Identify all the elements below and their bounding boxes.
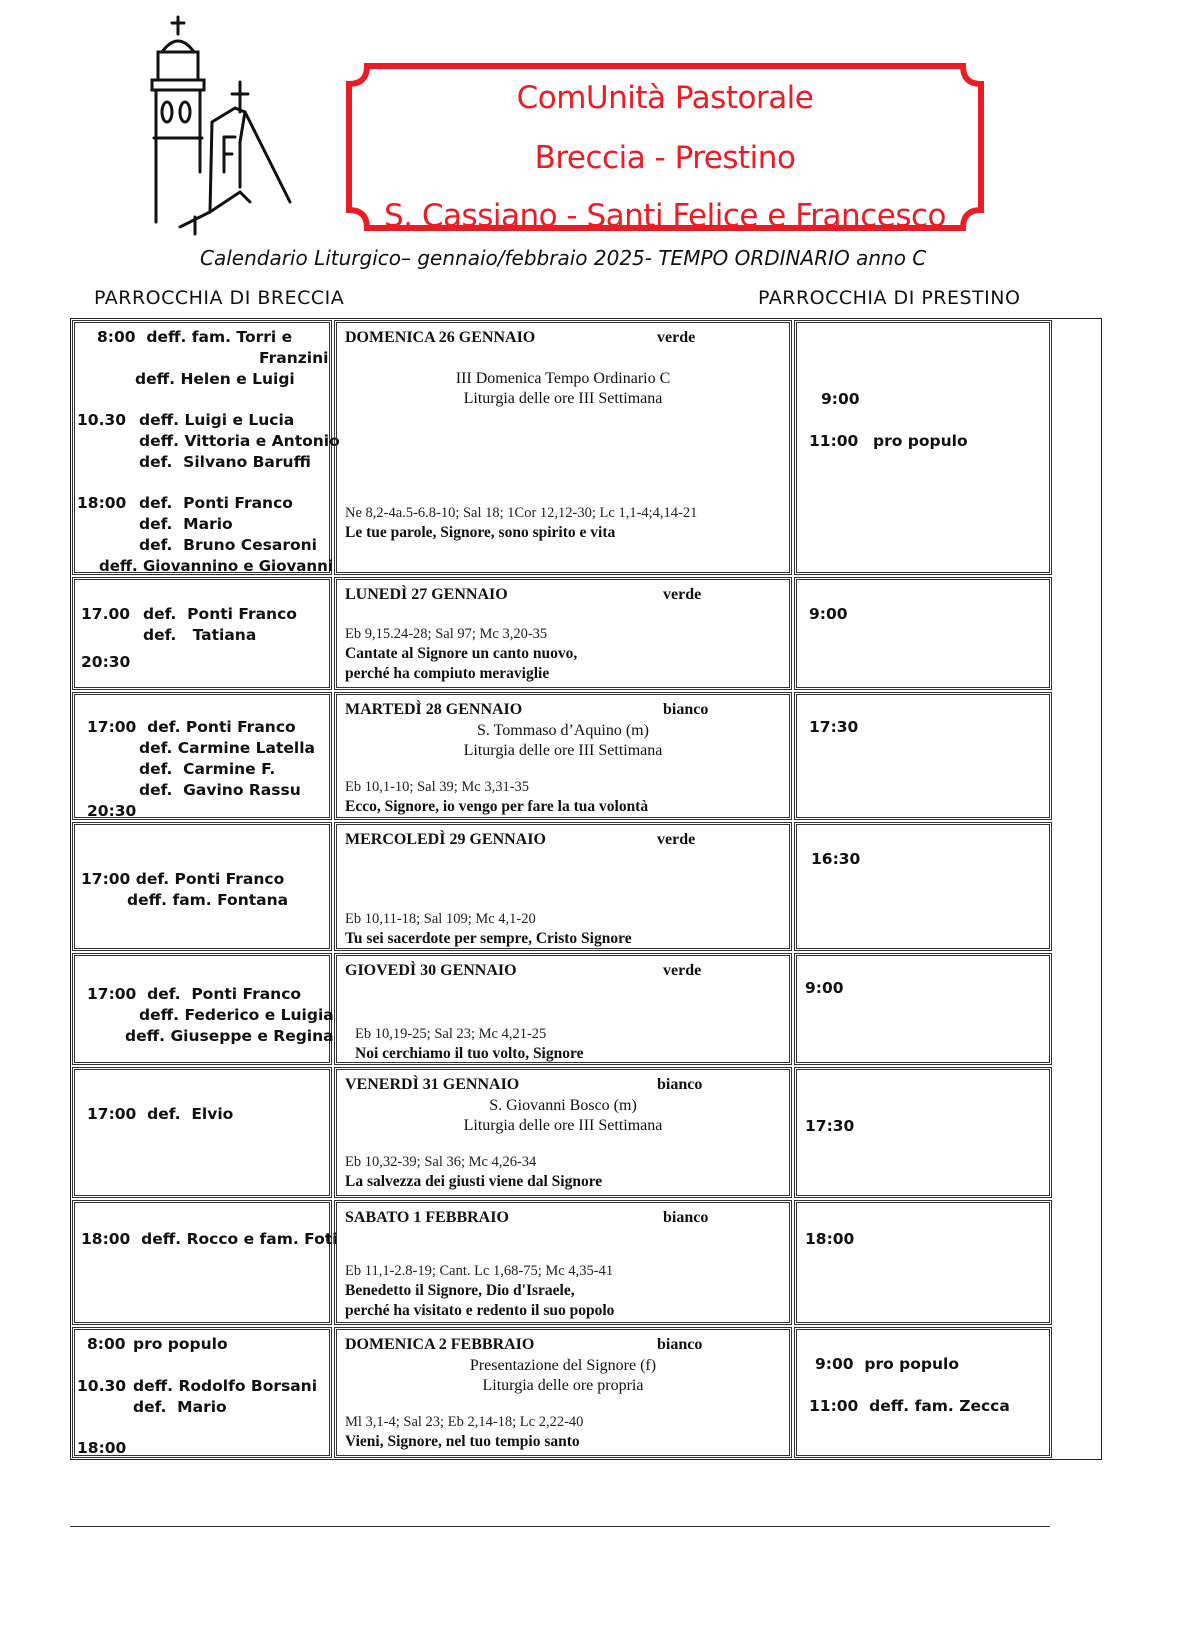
- mass-entry: def. Carmine Latella: [139, 739, 316, 757]
- mass-entry: deff. Federico e Luigia: [139, 1006, 334, 1024]
- antiphon: Noi cerchiamo il tuo volto, Signore: [355, 1045, 584, 1062]
- day-row: [71, 691, 1101, 821]
- community-title: [345, 62, 985, 232]
- mass-time: 20:30: [81, 653, 131, 671]
- liturgy-info: [334, 822, 792, 951]
- mass-time: 18:00: [805, 1230, 855, 1248]
- celebration: Liturgia delle ore III Settimana: [463, 390, 663, 407]
- breccia-masses: [72, 1200, 338, 1325]
- mass-entry: 11:00 deff. fam. Zecca: [809, 1397, 1010, 1415]
- liturgy-info: [334, 577, 792, 690]
- mass-time: 9:00: [805, 979, 844, 997]
- mass-entry: deff. Helen e Luigi: [135, 370, 295, 388]
- mass-time: 11:00: [809, 432, 859, 450]
- mass-time: 9:00: [821, 390, 860, 408]
- liturgical-color: verde: [663, 586, 702, 603]
- mass-time: 16:30: [811, 850, 861, 868]
- readings: Eb 9,15.24-28; Sal 97; Mc 3,20-35: [345, 626, 548, 642]
- mass-time: 10.30: [77, 411, 127, 429]
- celebration: Liturgia delle ore propria: [482, 1377, 644, 1394]
- mass-time: 20:30: [87, 802, 137, 820]
- prestino-masses: [794, 953, 1052, 1065]
- liturgical-color: bianco: [663, 1209, 709, 1226]
- celebration: Liturgia delle ore III Settimana: [463, 1117, 663, 1134]
- readings: Eb 10,11-18; Sal 109; Mc 4,1-20: [345, 911, 536, 927]
- mass-entry: def. Silvano Baruffi: [139, 453, 311, 471]
- prestino-masses: [794, 822, 1052, 951]
- mass-entry: def. Ponti Franco: [139, 494, 293, 512]
- prestino-masses: [794, 1067, 1052, 1198]
- mass-entry: pro populo: [873, 432, 968, 450]
- antiphon: Vieni, Signore, nel tuo tempio santo: [345, 1433, 580, 1450]
- readings: Eb 10,32-39; Sal 36; Mc 4,26-34: [345, 1154, 537, 1170]
- liturgy-info: [334, 953, 792, 1065]
- celebration: Liturgia delle ore III Settimana: [463, 742, 663, 759]
- mass-entry: deff. Rodolfo Borsani: [133, 1377, 318, 1395]
- mass-entry: def. Tatiana: [143, 626, 257, 644]
- day-title: DOMENICA 26 GENNAIO: [345, 329, 536, 346]
- footer-divider: [70, 1526, 1050, 1527]
- mass-entry: def. Gavino Rassu: [139, 781, 301, 799]
- liturgy-info: [334, 1067, 792, 1198]
- antiphon: Ecco, Signore, io vengo per fare la tua volontà: [345, 798, 649, 815]
- mass-time: 9:00: [809, 605, 848, 623]
- antiphon: Cantate al Signore un canto nuovo,: [345, 645, 578, 662]
- celebration: S. Giovanni Bosco (m): [489, 1097, 637, 1114]
- readings: Eb 10,19-25; Sal 23; Mc 4,21-25: [355, 1026, 547, 1042]
- day-title: LUNEDÌ 27 GENNAIO: [345, 586, 508, 603]
- antiphon: Tu sei sacerdote per sempre, Cristo Signore: [345, 930, 632, 947]
- liturgical-color: bianco: [657, 1336, 703, 1353]
- day-title: GIOVEDÌ 30 GENNAIO: [345, 962, 517, 979]
- mass-time: 17.00: [81, 605, 131, 623]
- mass-entry: 18:00 deff. Rocco e fam. Foti: [81, 1230, 338, 1248]
- breccia-masses: [72, 692, 332, 820]
- liturgy-info: [334, 692, 792, 820]
- antiphon: La salvezza dei giusti viene dal Signore: [345, 1173, 603, 1190]
- mass-time: 17:30: [805, 1117, 855, 1135]
- liturgical-color: verde: [663, 962, 702, 979]
- antiphon: Le tue parole, Signore, sono spirito e vita: [345, 524, 616, 541]
- liturgical-calendar-table: [70, 318, 1102, 1460]
- day-title: VENERDÌ 31 GENNAIO: [345, 1076, 520, 1093]
- prestino-masses: [794, 1327, 1052, 1458]
- celebration: S. Tommaso d’Aquino (m): [477, 722, 649, 739]
- antiphon: Benedetto il Signore, Dio d'Israele,: [345, 1282, 575, 1299]
- readings: Ne 8,2-4a.5-6.8-10; Sal 18; 1Cor 12,12-30; Lc 1,1-4;4,14-21: [345, 505, 698, 521]
- mass-entry: deff. fam. Fontana: [127, 891, 289, 909]
- celebration: III Domenica Tempo Ordinario C: [455, 370, 671, 387]
- mass-entry: deff. Vittoria e Antonio: [139, 432, 340, 450]
- liturgy-info: [334, 320, 792, 575]
- day-title: MARTEDÌ 28 GENNAIO: [345, 701, 523, 718]
- mass-entry: def. Mario: [139, 515, 233, 533]
- mass-time: 10.30: [77, 1377, 127, 1395]
- mass-time: 18:00: [77, 1439, 127, 1457]
- prestino-masses: [794, 320, 1052, 575]
- day-row: [71, 319, 1101, 576]
- day-row: [71, 1326, 1101, 1459]
- liturgy-info: [334, 1200, 792, 1325]
- mass-entry: 9:00 pro populo: [815, 1355, 959, 1373]
- liturgical-color: bianco: [657, 1076, 703, 1093]
- readings: Ml 3,1-4; Sal 23; Eb 2,14-18; Lc 2,22-40: [345, 1414, 584, 1430]
- mass-entry: 8:00 deff. fam. Torri e: [97, 328, 293, 346]
- mass-entry: def. Bruno Cesaroni: [139, 536, 317, 554]
- breccia-masses: [72, 1067, 332, 1198]
- parish-logo-icon: [140, 12, 330, 242]
- day-title: DOMENICA 2 FEBBRAIO: [345, 1336, 535, 1353]
- calendar-subtitle: Calendario Liturgico– gennaio/febbraio 2025- TEMPO ORDINARIO anno C: [200, 246, 927, 270]
- day-row: [71, 1199, 1101, 1326]
- mass-entry: def. Ponti Franco: [143, 605, 297, 623]
- breccia-masses: [72, 577, 332, 690]
- readings: Eb 10,1-10; Sal 39; Mc 3,31-35: [345, 779, 530, 795]
- mass-entry: 17:00 def. Ponti Franco: [81, 870, 285, 888]
- liturgical-color: bianco: [663, 701, 709, 718]
- day-row: [71, 576, 1101, 691]
- parish-prestino-label: PARROCCHIA DI PRESTINO: [758, 287, 1021, 309]
- antiphon: perché ha compiuto meraviglie: [345, 665, 550, 682]
- mass-entry: deff. Giovannino e Giovanni: [99, 557, 333, 575]
- mass-time: 18:00: [77, 494, 127, 512]
- day-row: [71, 952, 1101, 1066]
- mass-entry: Franzini: [259, 349, 329, 367]
- mass-entry: pro populo: [133, 1335, 228, 1353]
- title-line: ComUnità Pastorale: [516, 80, 814, 116]
- breccia-masses: [72, 1327, 332, 1458]
- parish-breccia-label: PARROCCHIA DI BRECCIA: [94, 287, 345, 309]
- day-title: MERCOLEDÌ 29 GENNAIO: [345, 831, 546, 848]
- breccia-masses: [72, 320, 340, 575]
- breccia-masses: [72, 953, 332, 1065]
- prestino-masses: [794, 577, 1052, 690]
- mass-entry: def. Carmine F.: [139, 760, 276, 778]
- readings: Eb 11,1-2.8-19; Cant. Lc 1,68-75; Mc 4,35-41: [345, 1263, 614, 1279]
- mass-entry: 17:00 def. Ponti Franco: [87, 718, 296, 736]
- mass-entry: 17:00 def. Ponti Franco: [87, 985, 302, 1003]
- day-row: [71, 1066, 1101, 1199]
- mass-entry: 17:00 def. Elvio: [87, 1105, 234, 1123]
- day-row: [71, 821, 1101, 952]
- breccia-masses: [72, 822, 332, 951]
- liturgical-color: verde: [657, 329, 696, 346]
- mass-time: 8:00: [87, 1335, 126, 1353]
- mass-entry: deff. Luigi e Lucia: [139, 411, 295, 429]
- liturgy-info: [334, 1327, 792, 1458]
- prestino-masses: [794, 1200, 1052, 1325]
- antiphon: perché ha visitato e redento il suo popolo: [345, 1302, 615, 1319]
- mass-time: 17:30: [809, 718, 859, 736]
- celebration: Presentazione del Signore (f): [469, 1357, 657, 1374]
- title-line: S. Cassiano - Santi Felice e Francesco: [384, 198, 946, 234]
- mass-entry: def. Mario: [133, 1398, 227, 1416]
- liturgical-color: verde: [657, 831, 696, 848]
- title-line: Breccia - Prestino: [534, 140, 796, 176]
- day-title: SABATO 1 FEBBRAIO: [345, 1209, 509, 1226]
- mass-entry: deff. Giuseppe e Regina: [125, 1027, 334, 1045]
- prestino-masses: [794, 692, 1052, 820]
